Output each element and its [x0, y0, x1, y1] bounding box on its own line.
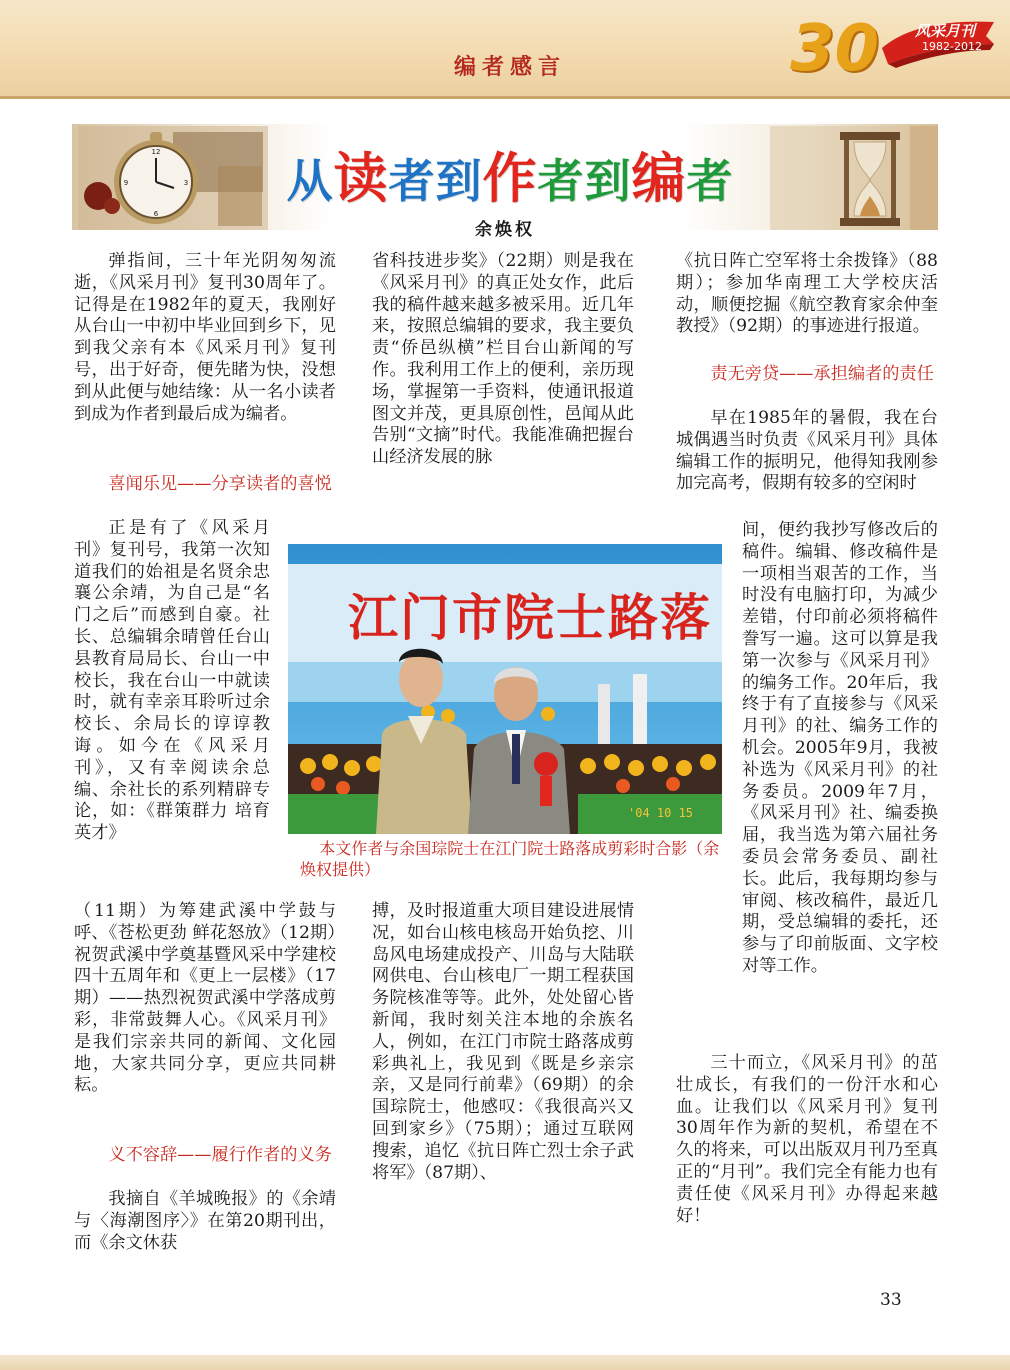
title-part-1: 从: [286, 154, 334, 208]
logo-magazine-name: 风采月刊: [915, 22, 976, 40]
page-number: 33: [880, 1290, 902, 1310]
svg-text:12: 12: [151, 148, 161, 156]
title-part-3: 者到: [388, 154, 483, 208]
col1-subheading-1: 喜闻乐见——分享读者的喜悦: [108, 474, 332, 494]
author-byline: 余焕权: [475, 220, 535, 240]
title-part-2: 读: [333, 147, 389, 210]
col1-paragraph-3: （11期）为筹建武溪中学鼓与呼、《苍松更劲 鲜花怒放》（12期）祝贺武溪中学奠基暨风采中学建校四十五周年和《更上一层楼》（17期）——热烈祝贺武溪中学落成剪彩，非常鼓舞人心。《风采月刊》是我们宗亲共同的新闻、文化园地，大家共同分享，更应共同耕耘。: [74, 901, 336, 1096]
col1-paragraph-2: 正是有了《风采月刊》复刊号，我第一次知道我们的始祖是名贤余忠襄公余靖，为自己是“名门之后”而感到自豪。社长、总编辑余晴曾任台山县教育局局长、台山一中校长，我在台山一中就读时，就有幸亲耳聆听过余校长、余局长的谆谆教诲。如今在《风采月刊》，又有幸阅读余总编、余社长的系列精辟专论，如：《群策群力 培育英才》: [74, 518, 270, 844]
svg-text:9: 9: [123, 179, 129, 187]
event-photo: [288, 544, 722, 834]
header-rule: [0, 96, 1010, 99]
section-label: 编者感言: [453, 54, 566, 80]
col2-paragraph-1: 省科技进步奖》（22期）则是我在《风采月刊》的真正处女作，此后我的稿件越来越多被采用。近几年来，按照总编辑的要求，我主要负责“侨邑纵横”栏目台山新闻的写作。我利用工作上的便利，亲历现场，掌握第一手资料，使通讯报道图文并茂，更具原创性，邑闻从此告别“文摘”时代。我能准确把握台山经济发展的脉: [372, 251, 634, 468]
article-title: [270, 136, 750, 213]
logo-years: 1982-2012: [922, 40, 982, 53]
col3-paragraph-2: 早在1985年的暑假，我在台城偶遇当时负责《风采月刊》具体编辑工作的振明兄，他得知我刚参加完高考，假期有较多的空闲时: [676, 408, 938, 494]
footer-band: [0, 1355, 1010, 1370]
anniversary-logo-number: 30: [790, 12, 880, 86]
title-part-4: 作: [482, 147, 538, 210]
svg-text:6: 6: [153, 210, 159, 218]
col3-subheading-1: 责无旁贷——承担编者的责任: [710, 364, 934, 384]
title-part-7: 者: [686, 154, 734, 208]
col3-paragraph-3: 间，便约我抄写修改后的稿件。编辑、修改稿件是一项相当艰苦的工作，当时没有电脑打印，为减少差错，付印前必须将稿件誊写一遍。这可以算是我第一次参与《风采月刊》的编务工作。20年后，我终于有了直接参与《风采月刊》的社、编务工作的机会。2005年9月，我被补选为《风采月刊》的社务委员。2009年7月，《风采月刊》社、编委换届，我当选为第六届社务委员会常务委员、副社长。此后，我每期均参与审阅、核改稿件，最近几期，受总编辑的委托，还参与了印前版面、文字校对等工作。: [742, 520, 938, 976]
col1-subheading-2: 义不容辞——履行作者的义务: [108, 1145, 332, 1165]
title-part-5: 者到: [537, 154, 632, 208]
svg-text:3: 3: [183, 179, 189, 187]
col1-paragraph-1: 弹指间，三十年光阴匆匆流逝，《风采月刊》复刊30周年了。记得是在1982年的夏天，我刚好从台山一中初中毕业回到乡下，见到我父亲有本《风采月刊》复刊号，出于好奇，便先睹为快，没想到从此便与她结缘：从一名小读者到成为作者到最后成为编者。: [74, 251, 336, 424]
col3-paragraph-4: 三十而立，《风采月刊》的茁壮成长，有我们的一份汗水和心血。让我们以《风采月刊》复刊30周年作为新的契机，希望在不久的将来，可以出版双月刊乃至真正的“月刊”。我们完全有能力也有责任使《风采月刊》办得起来越好！: [676, 1053, 938, 1226]
hourglass-icon: [770, 126, 938, 230]
pocket-watch-icon: [78, 126, 268, 230]
photo-caption: 本文作者与余国琮院士在江门院士路落成剪彩时合影（余焕权提供）: [300, 839, 720, 879]
col1-paragraph-4: 我摘自《羊城晚报》的《余靖与〈海潮图序〉》在第20期刊出，而《余文休获: [74, 1189, 336, 1253]
col3-paragraph-1: 《抗日阵亡空军将士余拨锋》（88期）；参加华南理工大学校庆活动，顺便挖掘《航空教育家余仲奎教授》（92期）的事迹进行报道。: [676, 251, 938, 337]
col2-paragraph-2: 搏，及时报道重大项目建设进展情况，如台山核电核岛开始负挖、川岛风电场建成投产、川岛与大陆联网供电、台山核电厂一期工程获国务院核准等等。此外，处处留心皆新闻，我时刻关注本地的余族名人，例如，在江门市院士路落成剪彩典礼上，我见到《既是乡亲宗亲，又是同行前辈》（69期）的余国琮院士，他感叹：《我很高兴又回到家乡》（75期）；通过互联网搜索，追忆《抗日阵亡烈士余子武将军》（87期）、: [372, 901, 634, 1183]
title-part-6: 编: [631, 147, 687, 210]
photo-date-stamp: '04 10 15: [628, 806, 694, 820]
photo-banner-text: 江门市院士路落: [348, 589, 712, 647]
